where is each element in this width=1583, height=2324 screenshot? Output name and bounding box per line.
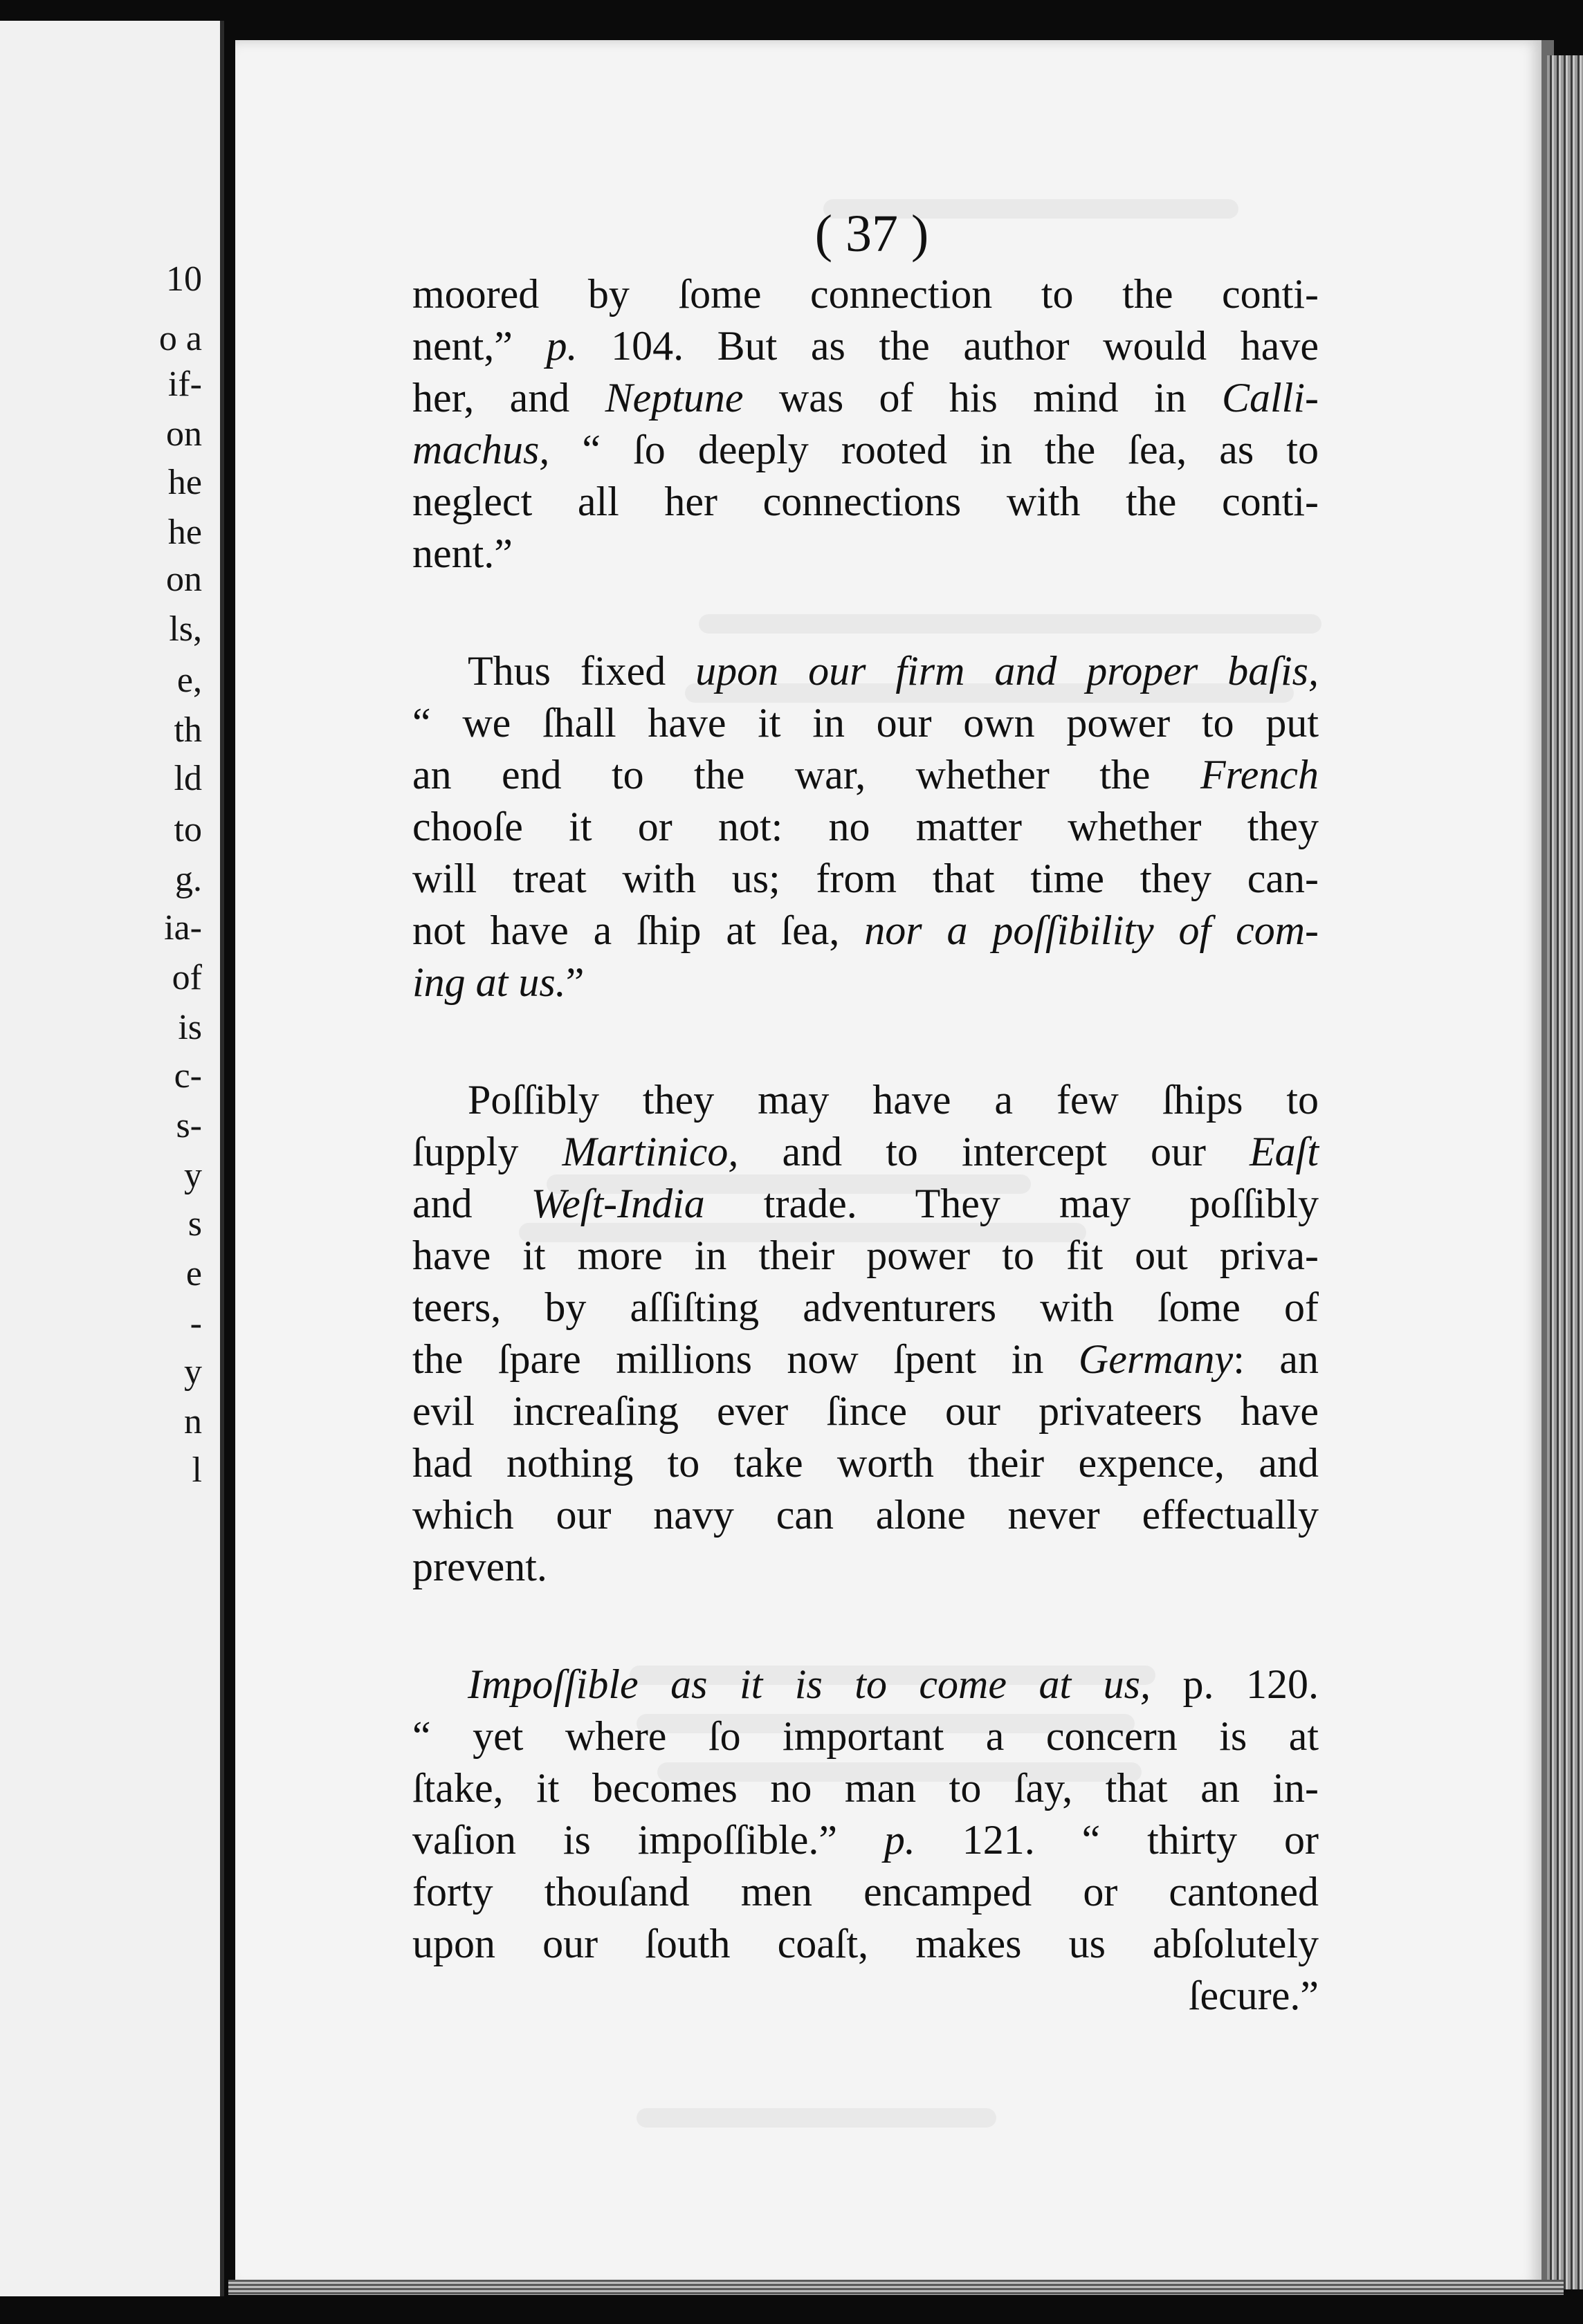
text-run: Poſſibly they may have a few ſhips to xyxy=(468,1077,1319,1123)
text-run: nent.” xyxy=(412,531,513,576)
facing-page-fragment: he xyxy=(167,463,202,502)
text-run: was of his mind in xyxy=(743,375,1222,421)
bottom-page-edge xyxy=(228,2280,1564,2295)
text-line xyxy=(412,1816,1319,1864)
text-line xyxy=(412,1335,1319,1383)
text-line xyxy=(412,1283,1319,1331)
facing-page-fragment: on xyxy=(166,414,202,454)
text-line xyxy=(412,1868,1319,1916)
text-run: her, and xyxy=(412,375,605,421)
facing-page-fragment: o a xyxy=(158,319,202,358)
text-run: forty thouſand men encamped or cantoned xyxy=(412,1869,1319,1915)
facing-page-fragment: th xyxy=(174,710,202,750)
text-run: will treat with us; from that time they can- xyxy=(412,856,1319,901)
facing-page-fragment: y xyxy=(184,1352,202,1392)
text-run: ” xyxy=(565,959,585,1005)
facing-page-fragment: on xyxy=(166,560,202,599)
italic-text: Neptune xyxy=(605,375,744,421)
facing-page-fragment: y xyxy=(184,1156,202,1195)
text-run: which our navy can alone never effectually xyxy=(412,1492,1319,1538)
facing-page-fragment: g. xyxy=(175,860,202,899)
italic-text: Eaſt xyxy=(1250,1129,1319,1174)
text-run: nent,” xyxy=(412,323,547,369)
text-run: have it more in their power to fit out priva- xyxy=(412,1233,1319,1278)
text-run: the ſpare millions now ſpent in xyxy=(412,1336,1079,1382)
facing-page xyxy=(0,21,224,2296)
text-line xyxy=(412,647,1319,695)
text-line xyxy=(412,802,1319,851)
text-run: “ ſo deeply rooted in the ſea, as to xyxy=(549,427,1319,472)
italic-text: Impoſſible as it is to come at us, xyxy=(468,1661,1151,1707)
facing-page-fragment: e, xyxy=(176,661,202,700)
page-edges xyxy=(1547,55,1583,2289)
text-line xyxy=(412,1231,1319,1280)
text-run: prevent. xyxy=(412,1544,547,1589)
text-line xyxy=(412,1127,1319,1176)
italic-text: Calli- xyxy=(1221,375,1319,421)
text-run: upon our ſouth coaſt, makes us abſolutely xyxy=(412,1921,1319,1966)
text-run: an end to the war, whether the xyxy=(412,752,1200,797)
text-run: and xyxy=(412,1181,531,1226)
text-run: 104. But as the author would have xyxy=(577,323,1319,369)
facing-page-fragment: ls, xyxy=(169,609,202,649)
facing-page-fragment: s- xyxy=(176,1106,202,1145)
text-line xyxy=(412,1764,1319,1812)
facing-page-fragment: n xyxy=(184,1402,202,1441)
facing-page-fragment: of xyxy=(172,958,202,997)
facing-page-fragment: to xyxy=(174,810,202,849)
italic-text: p. xyxy=(884,1817,915,1863)
text-run: vaſion is impoſſible.” xyxy=(412,1817,884,1863)
text-line xyxy=(412,1439,1319,1487)
text-line xyxy=(412,374,1319,422)
facing-page-fragment: e xyxy=(185,1254,202,1293)
facing-page-fragment: 10 xyxy=(166,259,202,299)
text-line xyxy=(412,1712,1319,1760)
text-run: “ yet where ſo important a concern is at xyxy=(412,1713,1319,1759)
text-run: : an xyxy=(1233,1336,1319,1382)
text-run: teers, by aſſiſting adventurers with ſome of xyxy=(412,1284,1319,1330)
text-run: moored by ſome connection to the conti- xyxy=(412,271,1319,317)
text-line xyxy=(412,425,1319,474)
text-line xyxy=(412,906,1319,954)
text-run: trade. They may poſſibly xyxy=(704,1181,1319,1226)
text-line xyxy=(412,1491,1319,1539)
italic-text: p. xyxy=(546,323,578,369)
text-run: and to intercept our xyxy=(738,1129,1250,1174)
page-number: ( 37 ) xyxy=(814,205,929,263)
italic-text: Germany xyxy=(1078,1336,1234,1382)
text-run: ſecure.” xyxy=(1188,1973,1319,2018)
text-line xyxy=(412,322,1319,370)
italic-text: ing at us. xyxy=(412,959,566,1005)
text-line xyxy=(412,958,1319,1006)
text-line xyxy=(412,477,1319,526)
text-line xyxy=(412,1542,1319,1591)
text-line xyxy=(412,699,1319,747)
facing-page-fragment: c- xyxy=(174,1056,202,1096)
italic-text: upon our firm and proper baſis, xyxy=(695,648,1319,694)
text-run: chooſe it or not: no matter whether they xyxy=(412,804,1319,849)
italic-text: Martinico, xyxy=(562,1129,739,1174)
italic-text: Weſt-India xyxy=(531,1181,705,1226)
text-run: p. 120. xyxy=(1151,1661,1319,1707)
text-line xyxy=(412,1179,1319,1228)
facing-page-fragment: - xyxy=(190,1304,202,1343)
text-line xyxy=(412,750,1319,799)
text-line xyxy=(412,270,1319,318)
text-line xyxy=(412,529,1319,578)
text-run: had nothing to take worth their expence, and xyxy=(412,1440,1319,1486)
text-line xyxy=(412,1076,1319,1124)
facing-page-fragment: l xyxy=(192,1450,202,1490)
text-run: evil increaſing ever ſince our privateers have xyxy=(412,1388,1319,1434)
text-line xyxy=(412,854,1319,903)
italic-text: French xyxy=(1200,752,1319,797)
italic-text: nor a poſſibility of com- xyxy=(864,907,1319,953)
facing-page-fragment: s xyxy=(187,1204,202,1244)
facing-page-fragment: he xyxy=(167,513,202,552)
text-run: ſtake, it becomes no man to ſay, that an in- xyxy=(412,1765,1319,1811)
text-run: Thus fixed xyxy=(468,648,696,694)
text-run: “ we ſhall have it in our own power to put xyxy=(412,700,1319,746)
text-line xyxy=(412,1660,1319,1708)
text-run: neglect all her connections with the conti- xyxy=(412,479,1319,524)
text-line xyxy=(412,1919,1319,1968)
text-run: ſupply xyxy=(412,1129,562,1174)
facing-page-fragment: ia- xyxy=(164,908,202,948)
facing-page-fragment: ld xyxy=(174,759,202,798)
text-line xyxy=(412,1971,1319,2020)
facing-page-fragment: if- xyxy=(167,365,202,404)
italic-text: machus, xyxy=(412,427,550,472)
facing-page-fragment: is xyxy=(178,1008,202,1047)
text-run: 121. “ thirty or xyxy=(915,1817,1319,1863)
text-line xyxy=(412,1387,1319,1435)
text-run: not have a ſhip at ſea, xyxy=(412,907,865,953)
